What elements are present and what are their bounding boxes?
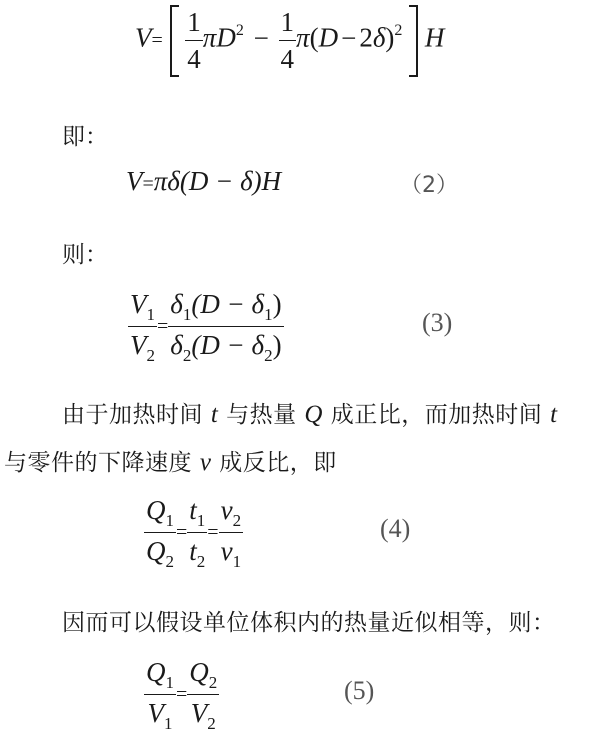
q2-sub: 2 (165, 552, 174, 571)
num-close-paren: ) (272, 289, 282, 319)
frac-num: 1 (185, 4, 203, 41)
t2-var: t (189, 536, 197, 566)
var-H: H (424, 22, 445, 53)
paren-open: ( (309, 22, 319, 53)
num-paren-sub: 1 (264, 305, 273, 324)
equation-number-5: (5) (344, 676, 375, 705)
eq4-equals-2: = (207, 521, 219, 544)
delta1-sub: 1 (182, 305, 192, 324)
fraction-v2-v1 (219, 492, 243, 573)
q1-sub: 1 (165, 511, 174, 530)
q1-sub-5: 1 (165, 673, 174, 692)
exponent: 2 (235, 21, 244, 39)
v2-var: V (130, 330, 147, 360)
den-paren-expr: (D − δ (191, 330, 265, 360)
fraction-delta-ratio (168, 286, 283, 367)
p2-a: 与零件的下降速度 (4, 450, 192, 476)
p1-Q: Q (304, 401, 323, 428)
v1-sub: 1 (146, 305, 155, 324)
text-ji: 即： (62, 124, 108, 150)
eq3-equals: = (157, 315, 169, 338)
delta2: δ (170, 330, 183, 360)
eq2-lhs: V (126, 166, 143, 196)
minus-sign-2: − (341, 22, 357, 53)
frac-num-2: 1 (279, 4, 297, 41)
left-bracket (170, 5, 179, 77)
equation-number-4: (4) (380, 514, 411, 543)
fraction-q1-q2 (144, 492, 176, 573)
fraction-one-quarter (185, 4, 203, 77)
v1-var: V (130, 289, 147, 319)
delta2-sub: 2 (182, 346, 192, 365)
num-paren-expr: (D − δ (191, 289, 265, 319)
equation-number-2: （2） (400, 173, 458, 198)
two: 2 (359, 22, 373, 53)
v1-var-5: V (147, 698, 164, 728)
delta1: δ (170, 289, 183, 319)
eq2-equals: = (142, 173, 154, 195)
text-yin-er: 因而可以假设单位体积内的热量近似相等，则： (62, 610, 556, 636)
v2-var-5: V (190, 698, 208, 728)
p1-b: 与热量 (226, 402, 297, 428)
eq2-rhs: πδ(D − δ)H (153, 166, 282, 196)
equation-number-3: (3) (422, 308, 453, 337)
p2-v: v (199, 449, 212, 476)
den-close-paren: ) (272, 330, 282, 360)
fraction-t1-t2 (187, 492, 207, 573)
frac-den: 4 (187, 44, 201, 74)
eq5-equals: = (176, 683, 188, 706)
pi-symbol-2: π (296, 22, 310, 53)
v1-speed-sub: 1 (232, 552, 242, 571)
paragraph-line-2 (4, 444, 337, 477)
eq4-equals-1: = (176, 521, 188, 544)
exponent-2: 2 (394, 21, 403, 39)
minus-sign: − (253, 22, 269, 53)
t1-sub: 1 (196, 511, 206, 530)
v1-speed: v (220, 536, 233, 566)
equation-volume-difference (135, 4, 444, 77)
var-D-2: D (318, 22, 339, 53)
pi-symbol: π (202, 22, 217, 53)
fraction-q2-v2 (187, 654, 219, 735)
fraction-one-quarter-2 (279, 4, 297, 77)
v2-sub: 2 (146, 346, 155, 365)
equation-heat-ratio (144, 492, 243, 573)
frac-den-2: 4 (280, 44, 295, 74)
text-ze-1: 则： (62, 242, 108, 268)
den-paren-sub: 2 (264, 346, 273, 365)
paren-close: ) (385, 22, 395, 53)
right-bracket (409, 5, 418, 77)
equation-volume (126, 166, 281, 197)
var-D: D (216, 22, 236, 53)
q1-var: Q (146, 495, 166, 525)
v2-speed-sub: 2 (232, 511, 242, 530)
equation-volume-ratio (128, 286, 284, 367)
eq1-lhs: V (135, 22, 152, 53)
eq1-equals: = (151, 29, 163, 52)
p1-t: t (210, 401, 219, 428)
delta: δ (372, 22, 386, 53)
q2-var: Q (146, 536, 166, 566)
fraction-v1-v2 (128, 286, 157, 367)
v2-sub-5: 2 (207, 714, 216, 733)
q2-var-5: Q (189, 657, 209, 687)
p1-t2: t (550, 401, 558, 428)
v2-speed: v (220, 495, 233, 525)
t2-sub: 2 (196, 552, 206, 571)
q1-var-5: Q (146, 657, 166, 687)
p1-a: 由于加热时间 (62, 402, 203, 428)
p2-b: 成反比，即 (219, 450, 337, 476)
t1-var: t (189, 495, 197, 525)
p1-c: 成正比，而加热时间 (330, 402, 543, 428)
equation-heat-per-volume (144, 654, 219, 735)
fraction-q1-v1 (144, 654, 176, 735)
paragraph-line-1 (62, 396, 558, 429)
v1-sub-5: 1 (164, 714, 173, 733)
q2-sub-5: 2 (208, 673, 218, 692)
